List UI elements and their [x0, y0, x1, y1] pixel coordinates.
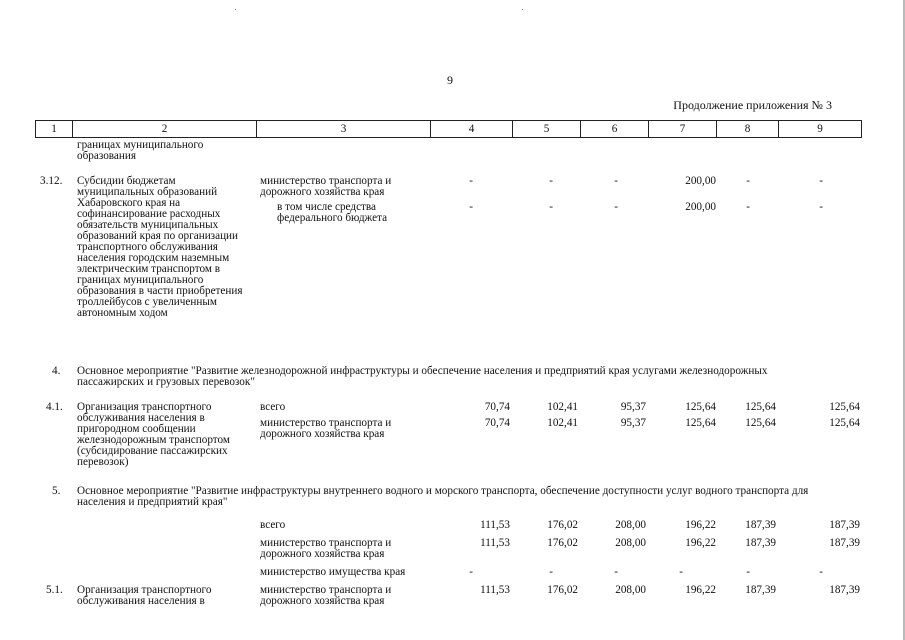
value-cell: 187,39 — [829, 584, 860, 596]
executor-label: министерство транспорта и дорожного хозяйства края — [260, 537, 392, 560]
value-cell: - — [819, 175, 823, 187]
value-cell: 95,37 — [620, 417, 646, 429]
row-name: Организация транспортного обслуживания населения в — [77, 584, 212, 607]
value-cell: 125,64 — [685, 401, 716, 413]
value-cell: - — [469, 201, 473, 213]
value-cell: 176,02 — [547, 584, 578, 596]
value-cell: - — [549, 201, 553, 213]
executor-label: всего — [260, 401, 286, 413]
value-cell: 187,39 — [745, 537, 776, 549]
header-cell: 3 — [340, 123, 347, 135]
header-cell: 9 — [817, 123, 823, 135]
value-cell: 176,02 — [547, 537, 578, 549]
scan-speck — [235, 9, 236, 10]
value-cell: - — [819, 201, 823, 213]
value-cell: 196,22 — [685, 519, 716, 531]
header-cell: 6 — [611, 123, 618, 135]
executor-label: министерство имущества края — [260, 566, 406, 578]
value-cell: 70,74 — [484, 401, 510, 413]
page-number: 9 — [447, 73, 453, 87]
value-cell: 187,39 — [829, 537, 860, 549]
value-cell: - — [746, 566, 750, 578]
executor-label: в том числе средства федерального бюджета — [277, 201, 388, 224]
value-cell: 208,00 — [615, 519, 646, 531]
scan-speck — [522, 9, 523, 10]
value-cell: - — [819, 566, 823, 578]
value-cell: 125,64 — [745, 401, 776, 413]
row-number: 3.12. — [40, 175, 63, 187]
row-name-continuation: границах муниципального образования — [77, 139, 204, 162]
row-name: Организация транспортного обслуживания населения в пригородном сообщении железнодорожным транспортом (субсидирование пассажирских перевозок) — [77, 401, 230, 468]
value-cell: - — [614, 566, 618, 578]
value-cell: 200,00 — [685, 201, 716, 213]
value-cell: 125,64 — [829, 417, 860, 429]
executor-label: министерство транспорта и дорожного хозяйства края — [260, 584, 392, 607]
value-cell: - — [746, 201, 750, 213]
row-number: 4. — [52, 365, 61, 377]
value-cell: - — [614, 201, 618, 213]
row-number: 5.1. — [46, 584, 63, 596]
value-cell: 102,41 — [547, 401, 578, 413]
value-cell: 125,64 — [745, 417, 776, 429]
value-cell: 111,53 — [480, 519, 510, 531]
row-number: 5. — [52, 485, 61, 497]
value-cell: 111,53 — [480, 537, 510, 549]
value-cell: 95,37 — [620, 401, 646, 413]
value-cell: 187,39 — [829, 519, 860, 531]
header-cell: 7 — [679, 123, 686, 135]
value-cell: 208,00 — [615, 537, 646, 549]
value-cell: 111,53 — [480, 584, 510, 596]
value-cell: - — [549, 566, 553, 578]
executor-label: министерство транспорта и дорожного хозяйства края — [260, 417, 392, 440]
value-cell: 125,64 — [829, 401, 860, 413]
value-cell: 125,64 — [685, 417, 716, 429]
value-cell: 196,22 — [685, 537, 716, 549]
value-cell: - — [549, 175, 553, 187]
value-cell: - — [469, 175, 473, 187]
header-cell: 8 — [744, 123, 751, 135]
row-number: 4.1. — [46, 401, 63, 413]
value-cell: - — [679, 566, 683, 578]
value-cell: 200,00 — [685, 175, 716, 187]
executor-label: всего — [260, 519, 286, 531]
activity-heading: Основное мероприятие "Развитие железнодорожной инфраструктуры и обеспечение населения и предприятий края услугами железнодорожных пассажирских и грузовых перевозок" — [77, 365, 768, 388]
value-cell: - — [614, 175, 618, 187]
value-cell: - — [746, 175, 750, 187]
value-cell: 102,41 — [547, 417, 578, 429]
value-cell: - — [469, 566, 473, 578]
value-cell: 196,22 — [685, 584, 716, 596]
header-cell: 2 — [161, 123, 168, 135]
value-cell: 187,39 — [745, 584, 776, 596]
header-cell: 1 — [51, 123, 57, 135]
executor-label: министерство транспорта и дорожного хозяйства края — [260, 175, 392, 198]
activity-heading: Основное мероприятие "Развитие инфраструктуры внутреннего водного и морского транспорта, обеспечение доступности услуг водного транспорта для населения и предприятий края" — [77, 485, 809, 508]
header-cell: 5 — [543, 123, 550, 135]
continuation-label: Продолжение приложения № 3 — [673, 98, 832, 112]
value-cell: 208,00 — [615, 584, 646, 596]
value-cell: 70,74 — [484, 417, 510, 429]
header-cell: 4 — [468, 123, 475, 135]
value-cell: 187,39 — [745, 519, 776, 531]
value-cell: 176,02 — [547, 519, 578, 531]
row-name: Субсидии бюджетам муниципальных образований Хабаровского края на софинансирование расходных обязательств муниципальных образований края по организации транспортного обслуживания населения городским наземным электрическим транспортом в границах муниципального образования в части приобретения троллейбусов с увеличенным автономным ходом — [77, 175, 243, 319]
